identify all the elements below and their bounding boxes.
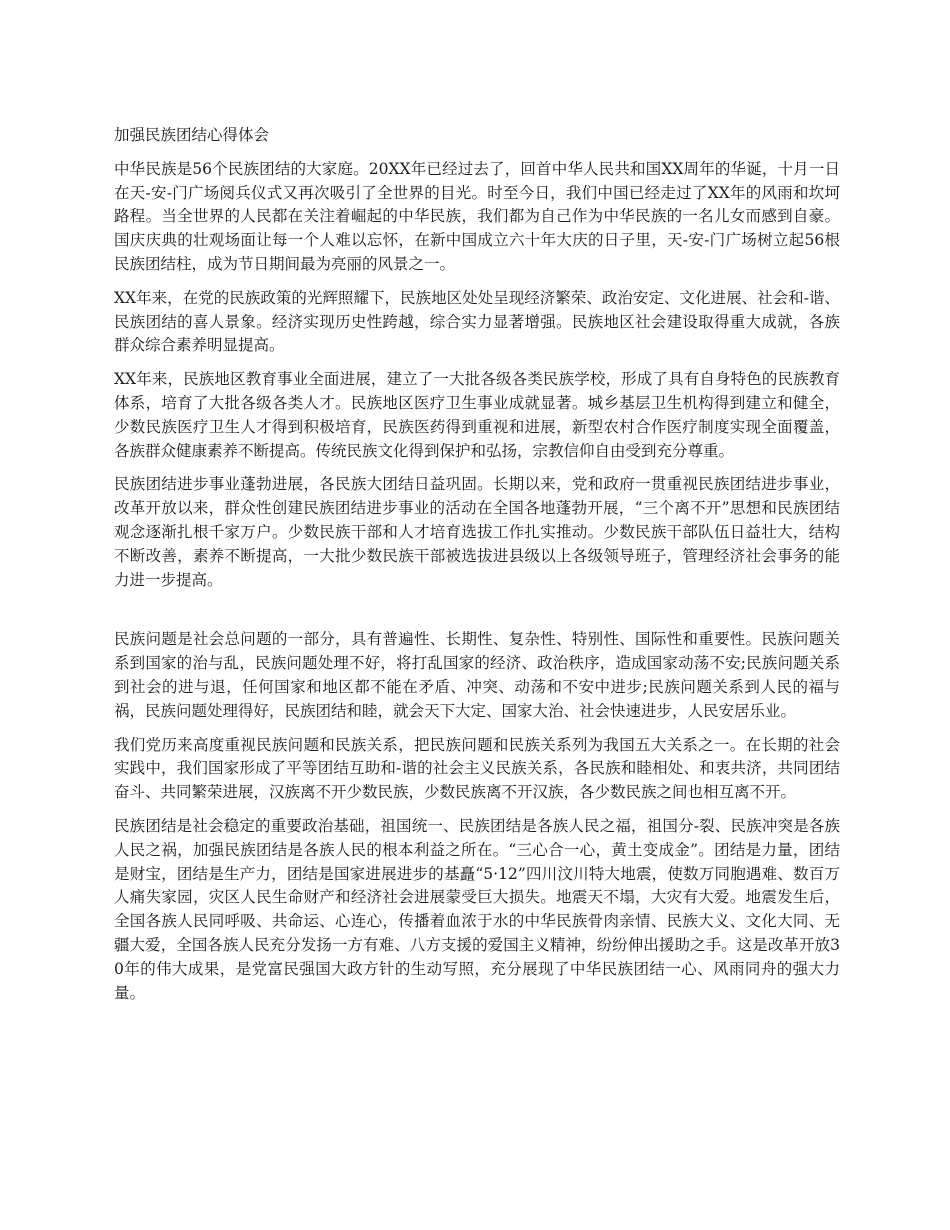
paragraph-2: XX年来，在党的民族政策的光辉照耀下，民族地区处处呈现经济繁荣、政治安定、文化进展、社会和-谐、民族团结的喜人景象。经济实现历史性跨越，综合实力显著增强。民族地区社会建设取得重大成就，各族群众综合素养明显提高。 bbox=[114, 288, 840, 355]
document-title: 加强民族团结心得体会 bbox=[114, 126, 270, 144]
paragraph-5: 民族问题是社会总问题的一部分，具有普遍性、长期性、复杂性、特别性、国际性和重要性。民族问题关系到国家的治与乱，民族问题处理不好，将打乱国家的经济、政治秩序，造成国家动荡不安;民族问题关系到社会的进与退，任何国家和地区都不能在矛盾、冲突、动荡和不安中进步;民族问题关系到人民的福与祸，民族问题处理得好，民族团结和睦，就会天下大定、国家大治、社会快速进步，人民安居乐业。 bbox=[114, 630, 840, 720]
document-page bbox=[114, 124, 840, 1015]
paragraph-7: 民族团结是社会稳定的重要政治基础，祖国统一、民族团结是各族人民之福，祖国分-裂、民族冲突是各族人民之祸，加强民族团结是各族人民的根本利益之所在。“三心合一心，黄土变成金”。团结是力量，团结是财宝，团结是生产力，团结是国家进展进步的基矗“5·12”四川汶川特大地震，使数万同胞遇难、数百万人痛失家园，灾区人民生命财产和经济社会进展蒙受巨大损失。地震天不塌，大灾有大爱。地震发生后，全国各族人民同呼吸、共命运、心连心，传播着血浓于水的中华民族骨肉亲情、民族大义、文化大同、无疆大爱，全国各族人民充分发扬一方有难、八方支援的爱国主义精神，纷纷伸出援助之手。这是改革开放30年的伟大成果，是党富民强国大政方针的生动写照，充分展现了中华民族团结一心、风雨同舟的强大力量。 bbox=[114, 816, 840, 1002]
paragraph-4: 民族团结进步事业蓬勃进展，各民族大团结日益巩固。长期以来，党和政府一贯重视民族团结进步事业，改革开放以来，群众性创建民族团结进步事业的活动在全国各地蓬勃开展，“三个离不开”思想和民族团结观念逐渐扎根千家万户。少数民族干部和人才培育选拔工作扎实推动。少数民族干部队伍日益壮大，结构不断改善，素养不断提高，一大批少数民族干部被选拔进县级以上各级领导班子，管理经济社会事务的能力进一步提高。 bbox=[114, 475, 840, 589]
paragraph-1: 中华民族是56个民族团结的大家庭。20XX年已经过去了，回首中华人民共和国XX周年的华诞，十月一日在天-安-门广场阅兵仪式又再次吸引了全世界的目光。时至今日，我们中国已经走过了XX年的风雨和坎坷路程。当全世界的人民都在关注着崛起的中华民族，我们都为自己作为中华民族的一名儿女而感到自豪。国庆庆典的壮观场面让每一个人难以忘怀，在新中国成立六十年大庆的日子里，天-安-门广场树立起56根民族团结柱，成为节日期间最为亮丽的风景之一。 bbox=[114, 159, 840, 273]
paragraph-3: XX年来，民族地区教育事业全面进展，建立了一大批各级各类民族学校，形成了具有自身特色的民族教育体系，培育了大批各级各类人才。民族地区医疗卫生事业成就显著。城乡基层卫生机构得到建立和健全，少数民族医疗卫生人才得到积极培育，民族医药得到重视和进展，新型农村合作医疗制度实现全面覆盖，各族群众健康素养不断提高。传统民族文化得到保护和弘扬，宗教信仰自由受到充分尊重。 bbox=[114, 370, 840, 460]
paragraph-6: 我们党历来高度重视民族问题和民族关系，把民族问题和民族关系列为我国五大关系之一。在长期的社会实践中，我们国家形成了平等团结互助和-谐的社会主义民族关系，各民族和睦相处、和衷共济，共同团结奋斗、共同繁荣进展，汉族离不开少数民族，少数民族离不开汉族，各少数民族之间也相互离不开。 bbox=[114, 735, 840, 802]
blank-gap bbox=[114, 602, 840, 628]
